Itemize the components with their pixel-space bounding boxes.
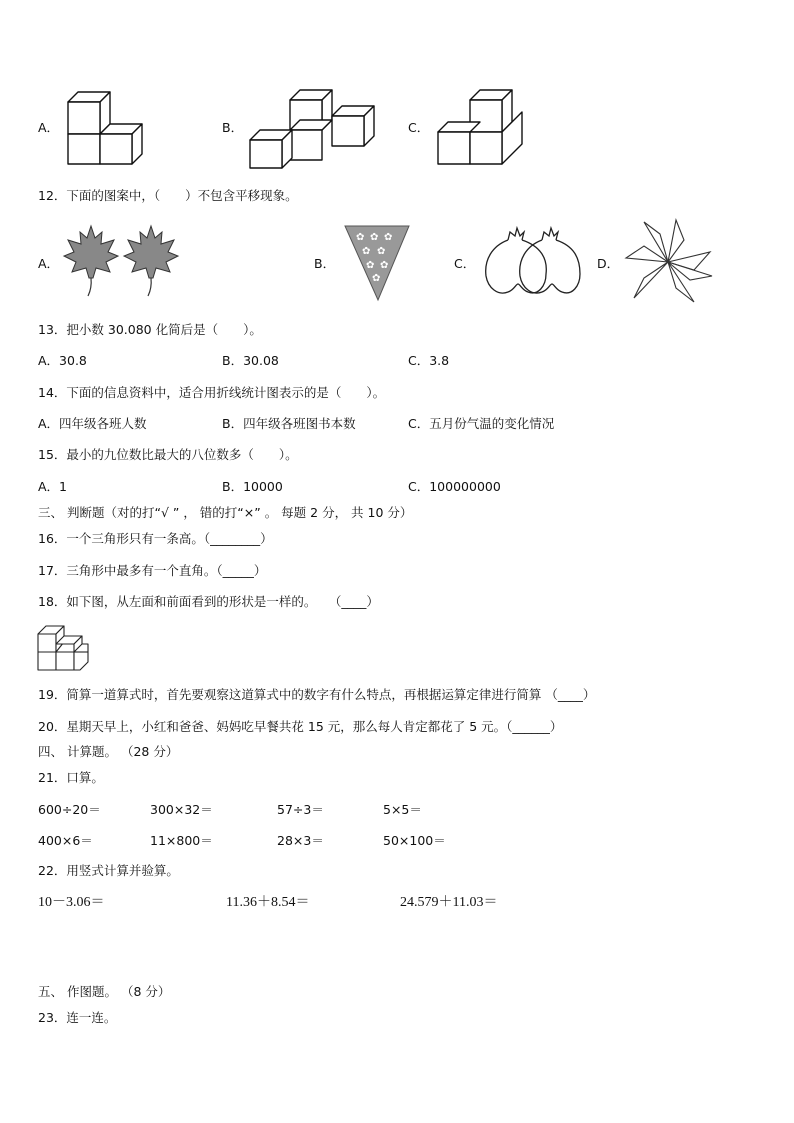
- q13-stem: 13．把小数 30.080 化简后是（ ）。: [38, 322, 262, 337]
- q14-option-a[interactable]: A．四年级各班人数: [38, 416, 147, 431]
- q15-option-a[interactable]: A．1: [38, 479, 68, 494]
- q15-option-c[interactable]: C．100000000: [408, 479, 501, 494]
- q21-item: 400×6＝: [38, 833, 93, 848]
- section-4-heading: 四、 计算题。 （28 分）: [38, 744, 179, 759]
- q21-item: 50×100＝: [383, 833, 446, 848]
- q16: 16．一个三角形只有一条高。（________）: [38, 531, 273, 546]
- q13-option-b[interactable]: B．30.08: [222, 353, 279, 368]
- q22-item: 10－3.06＝: [38, 895, 105, 910]
- q21-stem: 21．口算。: [38, 770, 104, 785]
- q22-item: 24.579＋11.03＝: [400, 895, 498, 910]
- q11-option-b-cubes: [248, 86, 378, 172]
- svg-text:✿: ✿: [356, 232, 365, 243]
- q12-option-b-label: B．: [314, 256, 336, 271]
- q12-option-b-triangle: [344, 224, 410, 302]
- q19: 19．简算一道算式时，首先要观察这道算式中的数字有什么特点，再根据运算定律进行简算 （____）: [38, 687, 596, 702]
- q21-item: 57÷3＝: [277, 802, 324, 817]
- q11-option-c-cubes: [436, 88, 524, 166]
- svg-text:✿: ✿: [362, 246, 371, 257]
- q12-option-d-label: D．: [597, 256, 620, 271]
- svg-text:✿: ✿: [380, 260, 389, 271]
- q12-option-d-pinwheel: [624, 218, 714, 308]
- svg-text:✿: ✿: [372, 273, 381, 284]
- q22-stem: 22．用竖式计算并验算。: [38, 863, 179, 878]
- q14-stem: 14．下面的信息资料中，适合用折线统计图表示的是（ ）。: [38, 385, 386, 400]
- q21-item: 600÷20＝: [38, 802, 101, 817]
- q17: 17．三角形中最多有一个直角。（_____）: [38, 563, 267, 578]
- q12-option-a-label: A．: [38, 256, 60, 271]
- q13-option-a[interactable]: A．30.8: [38, 353, 87, 368]
- q12-option-c-hearts: [482, 224, 582, 302]
- q14-option-b[interactable]: B．四年级各班图书本数: [222, 416, 356, 431]
- section-5-heading: 五、 作图题。 （8 分）: [38, 984, 171, 999]
- q18: 18．如下图，从左面和前面看到的形状是一样的。 （____）: [38, 594, 379, 609]
- q13-option-c[interactable]: C．3.8: [408, 353, 450, 368]
- svg-text:✿: ✿: [377, 246, 386, 257]
- q11-option-a-label: A．: [38, 120, 60, 135]
- q12-stem: 12．下面的图案中，（ ）不包含平移现象。: [38, 188, 298, 203]
- q21-item: 11×800＝: [150, 833, 213, 848]
- q15-option-b[interactable]: B．10000: [222, 479, 283, 494]
- q21-item: 300×32＝: [150, 802, 213, 817]
- svg-text:✿: ✿: [370, 232, 379, 243]
- q18-cube-figure: [36, 624, 90, 672]
- q11-option-b-label: B．: [222, 120, 244, 135]
- q11-option-a-cubes: [64, 90, 146, 166]
- q21-item: 5×5＝: [383, 802, 422, 817]
- q21-item: 28×3＝: [277, 833, 324, 848]
- q12-option-a-maple-leaves: [62, 222, 182, 298]
- q22-item: 11.36＋8.54＝: [226, 895, 310, 910]
- svg-text:✿: ✿: [384, 232, 393, 243]
- q12-option-c-label: C．: [454, 256, 476, 271]
- q11-option-c-label: C．: [408, 120, 430, 135]
- q14-option-c[interactable]: C．五月份气温的变化情况: [408, 416, 555, 431]
- q15-stem: 15．最小的九位数比最大的八位数多（ ）。: [38, 447, 298, 462]
- svg-text:✿: ✿: [366, 260, 375, 271]
- q20: 20．星期天早上，小红和爸爸、妈妈吃早餐共花 15 元，那么每人肯定都花了 5 元。（______）: [38, 719, 563, 734]
- section-3-heading: 三、 判断题（对的打“√ ” ， 错的打“×” 。 每题 2 分， 共 10 分）: [38, 505, 413, 520]
- q23: 23．连一连。: [38, 1010, 117, 1025]
